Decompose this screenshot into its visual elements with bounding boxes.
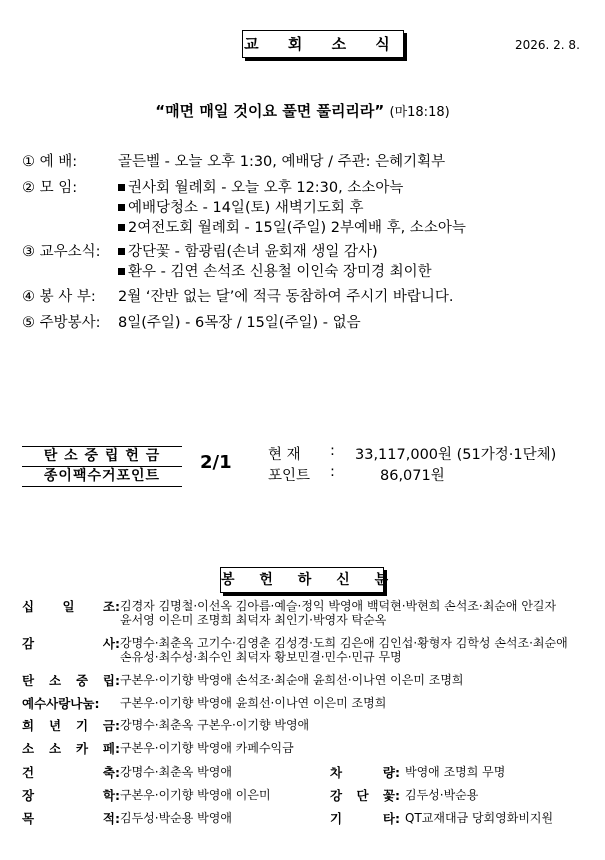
notice-meetings — [0, 178, 605, 238]
notice-kitchen-service — [0, 313, 605, 333]
verse-text: “매면 매일 것이요 풀면 풀리리라” — [155, 102, 385, 120]
offering-title: 봉 헌 하 신 분 — [220, 567, 384, 593]
notice-worship — [0, 152, 605, 172]
offering-row-cafe — [0, 742, 605, 757]
verse-reference: (마18:18) — [389, 105, 450, 120]
offering-row-carbon — [0, 674, 605, 689]
notice-line: 환우 - 김연 손석조 신용철 이인숙 장미경 최이한 — [118, 262, 432, 282]
church-news-title: 교 회 소 식 — [242, 30, 404, 58]
offering-pair-row — [0, 789, 605, 804]
milk-carton-points-label: 종이팩수거포인트 — [22, 466, 182, 486]
notice-label: ④ 봉 사 부: — [22, 289, 96, 305]
offering-label: 차 량: — [330, 765, 400, 780]
offering-pair-row — [0, 812, 605, 827]
offering-label: 탄 소 중 립: — [22, 673, 120, 688]
notice-line: 예배당청소 - 14일(토) 새벽기도회 후 — [118, 198, 364, 218]
offering-label: 기 타: — [330, 811, 400, 826]
point-label: 포인트 — [268, 468, 311, 484]
offering-label: 예수사랑나눔: — [22, 696, 100, 711]
offering-pair-row — [0, 766, 605, 781]
notice-label: ② 모 임: — [22, 180, 78, 196]
current-amount-value: 33,117,000원 (51가정·1단체) — [355, 447, 557, 463]
scripture-verse — [0, 100, 605, 121]
offering-names: 김두성·박순용 — [405, 788, 479, 802]
offering-label: 목 적: — [22, 811, 120, 826]
offering-names: 강명수·최춘옥 박영애 — [120, 765, 232, 779]
notice-member-news — [0, 242, 605, 282]
offering-label: 장 학: — [22, 788, 120, 803]
notice-line: 강단꽃 - 함광림(손녀 윤회재 생일 감사) — [118, 242, 378, 262]
square-bullet-icon — [118, 268, 125, 275]
current-amount-colon: : — [330, 443, 335, 459]
offering-label: 십 일 조: — [22, 599, 120, 614]
offering-row-jubilee — [0, 719, 605, 734]
notice-label: ③ 교우소식: — [22, 244, 101, 260]
point-value: 86,071원 — [380, 468, 445, 484]
carbon-offering-label: 탄 소 중 립 헌 금 — [43, 448, 161, 464]
square-bullet-icon — [118, 224, 125, 231]
carbon-offering-box — [22, 446, 182, 487]
offering-names: 강명수·최춘옥 고기수·김영춘 김성경·도희 김은애 김인섭·황형자 김학성 손석조·최순애 손유성·최수성·최수인 최덕자 황보민결·민수·민규 무명 — [120, 636, 568, 664]
offering-names: 김경자 김명철·이선옥 김아름·예슬·정익 박영애 백덕현·박현희 손석조·최순애 안길자 윤서영 이은미 조명희 최덕자 최인기·박영자 탁순옥 — [120, 599, 557, 627]
offering-names: 구본우·이기향 박영애 윤희선·이나연 이은미 조명희 — [120, 696, 387, 710]
notice-service-dept — [0, 287, 605, 307]
notice-line: 권사회 월례회 - 오늘 오후 12:30, 소소아늑 — [118, 178, 403, 198]
offering-row-tithe — [0, 600, 605, 630]
offering-names: 구본우·이기향 박영애 이은미 — [120, 788, 271, 802]
offering-label: 소 소 카 페: — [22, 741, 120, 756]
offering-names: 구본우·이기향 박영애 카페수익금 — [120, 741, 294, 755]
notice-label: ① 예 배: — [22, 154, 78, 170]
offering-names: 강명수·최춘옥 구본우·이기향 박영애 — [120, 718, 310, 732]
bulletin-date: 2026. 2. 8. — [515, 38, 580, 52]
offering-names: QT교재대금 당회영화비지원 — [405, 811, 554, 825]
square-bullet-icon — [118, 204, 125, 211]
offering-label: 건 축: — [22, 765, 120, 780]
point-colon: : — [330, 464, 335, 480]
square-bullet-icon — [118, 248, 125, 255]
notice-line: 2여전도회 월례회 - 15일(주일) 2부예배 후, 소소아늑 — [118, 218, 466, 238]
square-bullet-icon — [118, 184, 125, 191]
carbon-fraction: 2/1 — [200, 452, 232, 473]
offering-label: 강 단 꽃: — [330, 788, 400, 803]
notice-text: 골든벨 - 오늘 오후 1:30, 예배당 / 주관: 은혜기획부 — [118, 154, 446, 170]
notice-text: 2월 ‘잔반 없는 달’에 적극 동참하여 주시기 바랍니다. — [118, 289, 454, 305]
offering-names: 김두성·박순용 박영애 — [120, 811, 232, 825]
offering-row-jesus-love — [0, 697, 605, 712]
offering-label: 감 사: — [22, 636, 120, 651]
notice-label: ⑤ 주방봉사: — [22, 315, 101, 331]
current-amount-label: 현 재 — [268, 447, 301, 463]
offering-row-thanks — [0, 637, 605, 667]
offering-label: 희 년 기 금: — [22, 718, 120, 733]
notice-text: 8일(주일) - 6목장 / 15일(주일) - 없음 — [118, 315, 361, 331]
offering-names: 구본우·이기향 박영애 손석조·최순애 윤희선·이나연 이은미 조명희 — [120, 673, 464, 687]
offering-names: 박영애 조명희 무명 — [405, 765, 506, 779]
